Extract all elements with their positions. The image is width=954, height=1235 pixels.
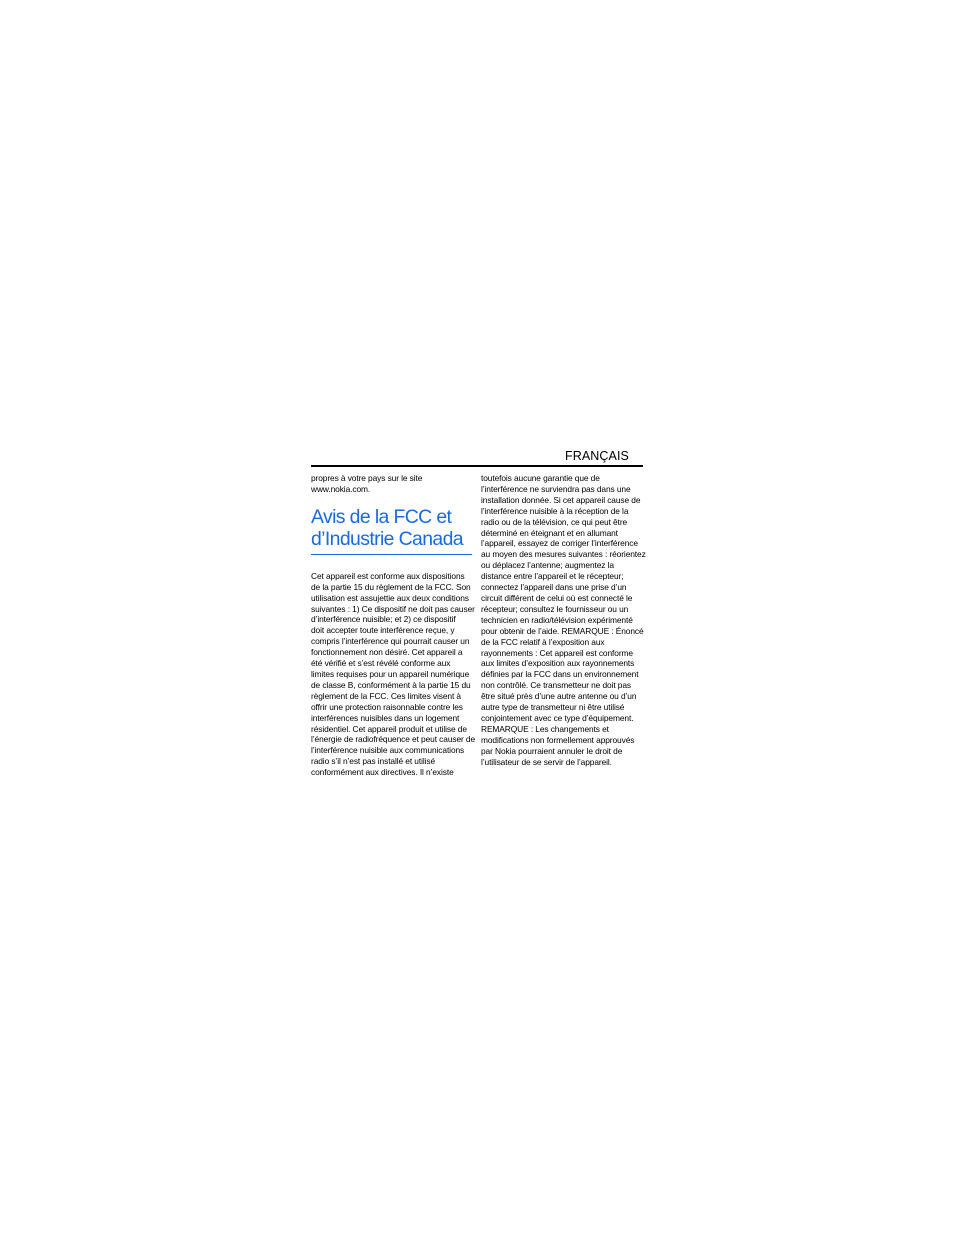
section-heading: Avis de la FCC et d’Industrie Canada: [311, 506, 472, 555]
left-column: [311, 473, 476, 778]
right-column: [481, 473, 646, 767]
section-rule: [311, 465, 643, 467]
section-label: FRANÇAIS: [564, 449, 629, 463]
left-body-text: Cet appareil est conforme aux dispositions de la partie 15 du règlement de la FCC. Son utilisation est assujettie aux deux conditions suivantes : 1) Ce dispositif ne doit pas causer d’interférence nuisible; et 2) ce dispositif doit accepter toute interférence reçue, y compris l’interférence qui pourrait causer un fonctionnement non désiré. Cet appareil a été vérifié et s’est révélé conforme aux limites requises pour un appareil numérique de classe B, conformément à la partie 15 du règlement de la FCC. Ces limites visent à offrir une protection raisonnable contre les interférences nuisibles dans un logement résidentiel. Cet appareil produit et utilise de l’énergie de radiofréquence et peut causer de l’interférence nuisible aux communications radio s’il n’est pas installé et utilisé conformément aux directives. Il n’existe: [311, 570, 476, 778]
intro-text: propres à votre pays sur le site www.nokia.com.: [311, 473, 423, 494]
heading-spacer: [311, 555, 476, 571]
right-body-text: toutefois aucune garantie que de l’interférence ne surviendra pas dans une installation donnée. Si cet appareil cause de l’interférence nuisible à la réception de la radio ou de la télévision, ce qui peut être déterminé en éteignant et en allumant l’appareil, essayez de corriger l’interférence au moyen des mesures suivantes : réorientez ou déplacez l’antenne; augmentez la distance entre l’appareil et le récepteur; connectez l’appareil dans une prise d’un circuit différent de celui où est connecté le récepteur; consultez le fournisseur ou un technicien en radio/télévision expérimenté pour obtenir de l’aide. REMARQUE : Énoncé de la FCC relatif à l’exposition aux rayonnements : Cet appareil est conforme aux limites d’exposition aux rayonnements définies par la FCC dans un environnement non contrôlé. Ce transmetteur ne doit pas être situé près d’une autre antenne ou d’un autre type de transmetteur ni être utilisé conjointement avec ce type d’équipement. REMARQUE : Les changements et modifications non formellement approuvés par Nokia pourraient annuler le droit de l’utilisateur de se servir de l’appareil.: [481, 473, 646, 767]
